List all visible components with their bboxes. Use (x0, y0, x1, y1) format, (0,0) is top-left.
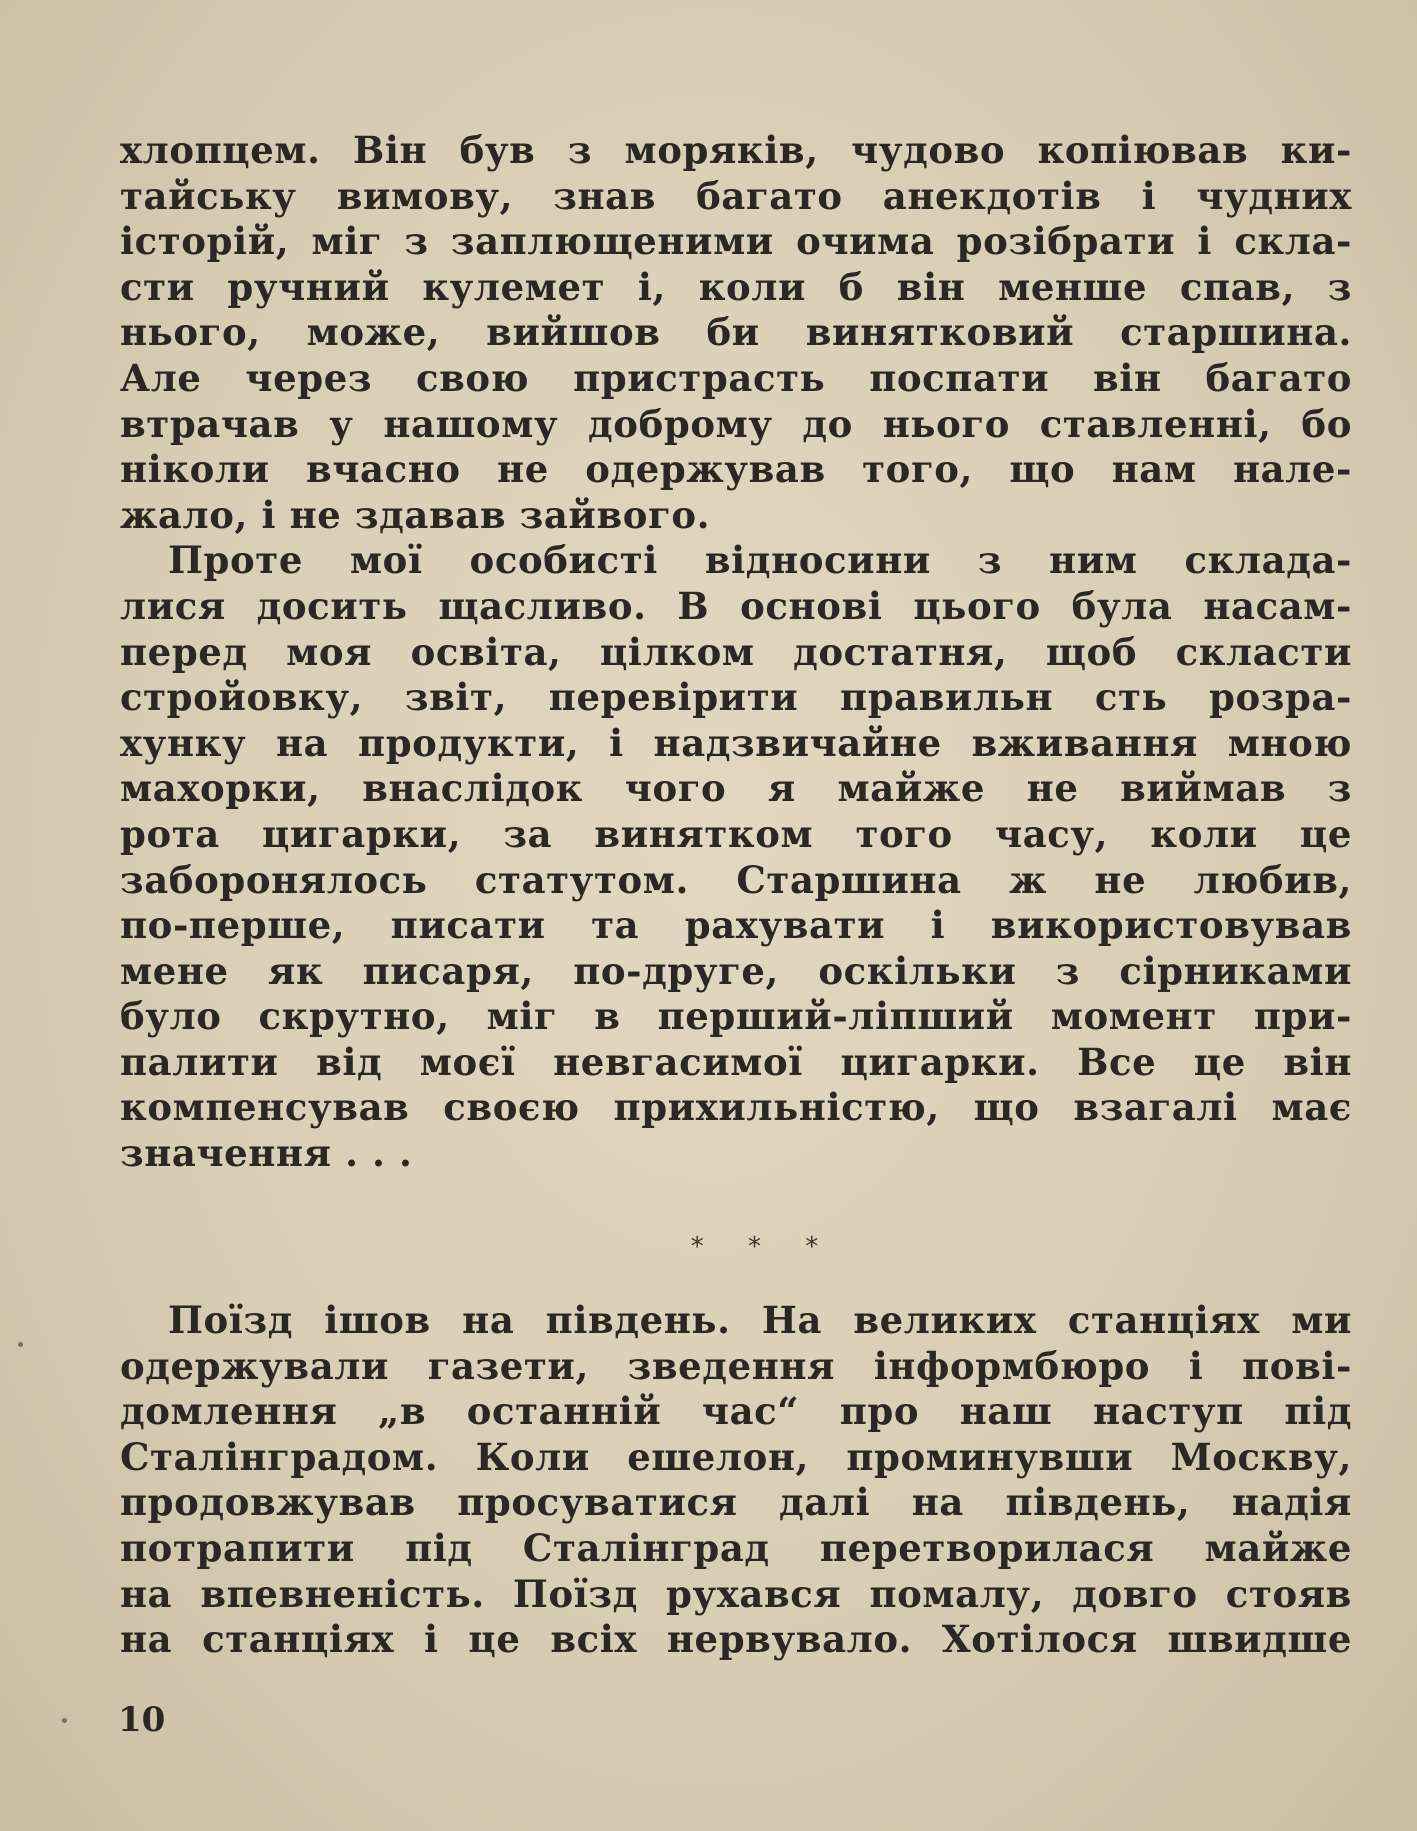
text-line: по-перше, писати та рахувати і використовував (120, 903, 1352, 948)
text-line: лися досить щасливо. В основі цього була насам- (120, 583, 1352, 628)
text-line: значення . . . (120, 1131, 413, 1176)
text-line: історій, міг з заплющеними очима розібрати і скла- (120, 219, 1352, 264)
text-line: перед моя освіта, цілком достатня, щоб скласти (120, 629, 1352, 674)
text-line: хлопцем. Він був з моряків, чудово копіював ки- (120, 128, 1352, 172)
text-line: на станціях і це всіх нервувало. Хотілося швидше (120, 1617, 1352, 1662)
text-line: махорки, внаслідок чого я майже не виймав з (120, 766, 1352, 811)
text-block-bottom (120, 1298, 1352, 1663)
print-speck (18, 1342, 23, 1347)
section-separator: * * * (690, 1232, 837, 1262)
text-line: мене як писаря, по-друге, оскільки з сірниками (120, 948, 1352, 993)
text-line: заборонялось статутом. Старшина ж не любив, (120, 857, 1352, 902)
text-line: домлення „в останній час“ про наш наступ під (120, 1389, 1352, 1434)
text-line: сти ручний кулемет і, коли б він менше спав, з (120, 264, 1352, 309)
text-line: Поїзд ішов на південь. На великих станціях ми (168, 1298, 1352, 1342)
text-line: на впевненість. Поїзд рухався помалу, довго стояв (120, 1571, 1352, 1616)
text-line: було скрутно, міг в перший-ліпший момент при- (120, 994, 1352, 1039)
text-line: компенсував своєю прихильністю, що взагалі має (120, 1085, 1352, 1130)
text-block-top (120, 128, 1352, 1177)
page-number: 10 (118, 1700, 166, 1740)
text-line: ніколи вчасно не одержував того, що нам нале- (120, 447, 1352, 492)
text-line: тайську вимову, знав багато анекдотів і чудних (120, 173, 1352, 218)
text-line: Проте мої особисті відносини з ним склада- (168, 538, 1352, 583)
text-line: одержували газети, зведення інформбюро і пові- (120, 1343, 1352, 1388)
text-line: хунку на продукти, і надзвичайне вживання мною (120, 720, 1352, 765)
text-line: втрачав у нашому доброму до нього ставленні, бо (120, 401, 1352, 446)
text-line: рота цигарки, за винятком того часу, коли це (120, 811, 1352, 856)
print-speck (62, 1718, 67, 1723)
text-line: нього, може, вийшов би винятковий старшина. (120, 310, 1352, 355)
text-line: жало, і не здавав зайвого. (120, 492, 711, 537)
text-line: Але через свою пристрасть поспати він багато (120, 355, 1352, 400)
text-line: потрапити під Сталінград перетворилася майже (120, 1525, 1352, 1570)
text-line: палити від моєї невгасимої цигарки. Все це він (120, 1039, 1352, 1084)
text-line: стройовку, звіт, перевірити правильн сть розра- (120, 675, 1352, 720)
text-line: Сталінградом. Коли ешелон, проминувши Москву, (120, 1434, 1352, 1479)
text-line: продовжував просуватися далі на південь, надія (120, 1480, 1352, 1525)
